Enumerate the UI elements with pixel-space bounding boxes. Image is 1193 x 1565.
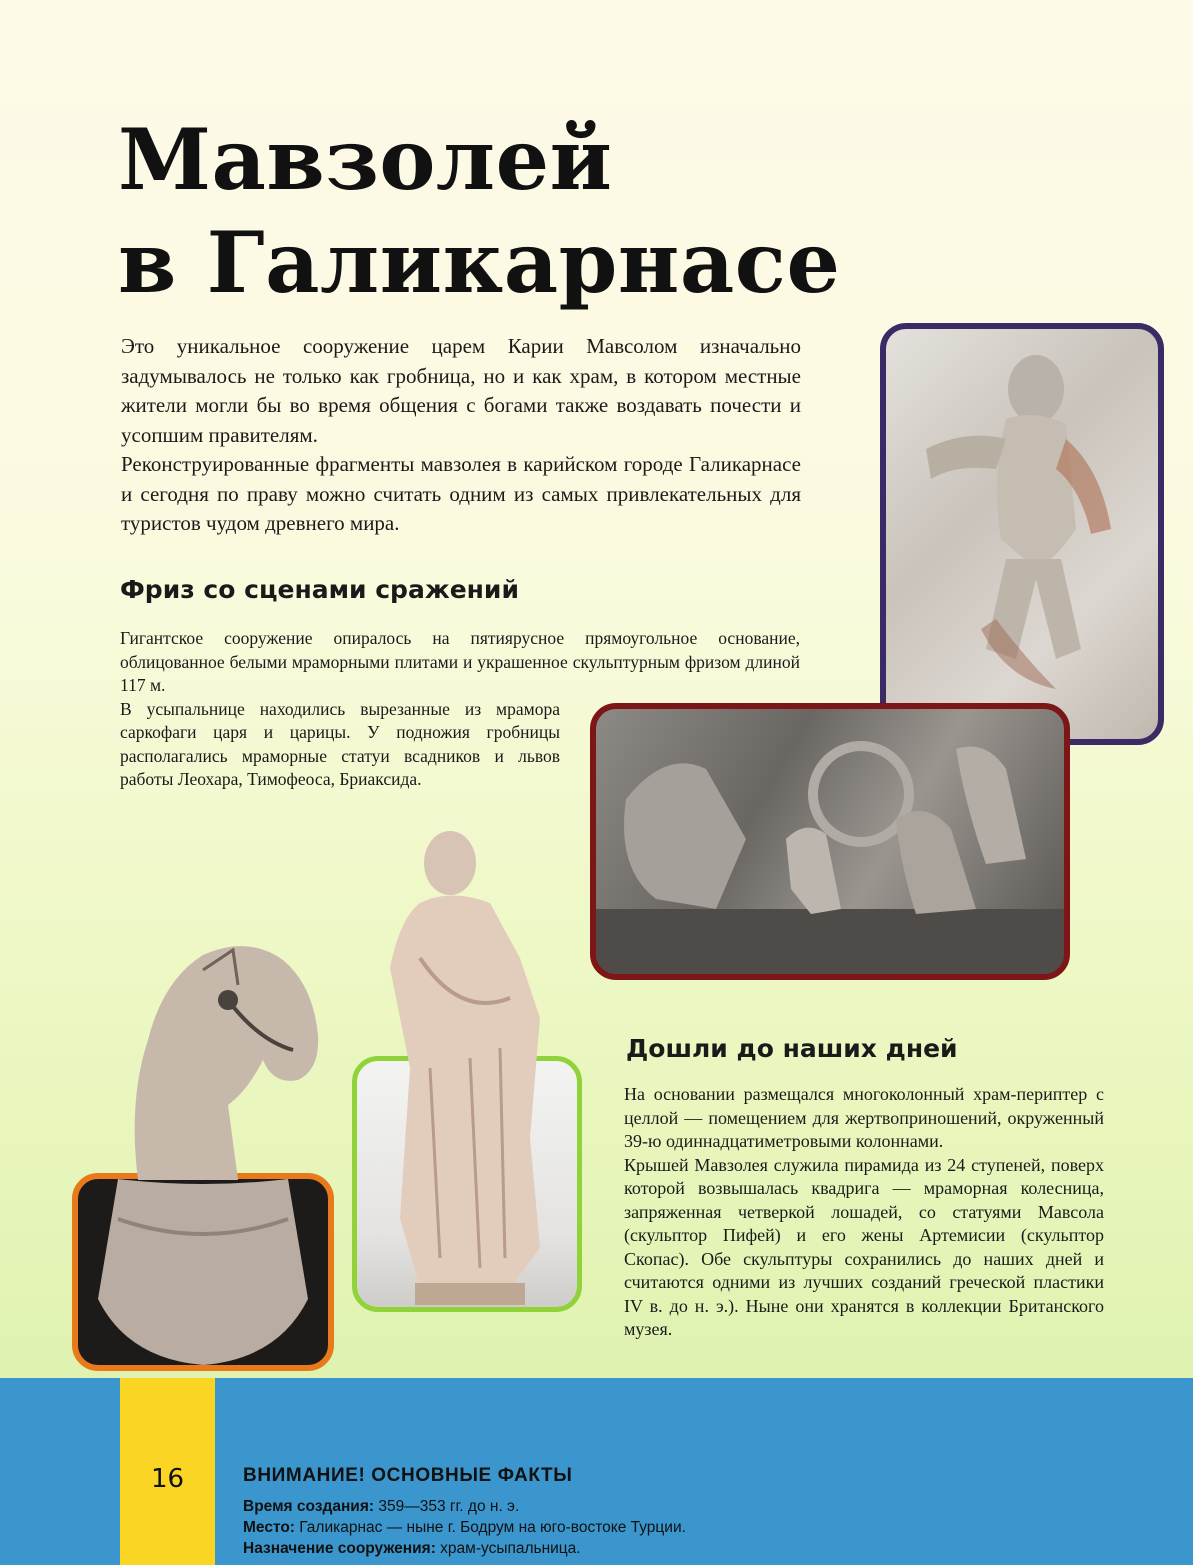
fact-item [243, 1496, 686, 1517]
intro-paragraph-2: Реконструированные фрагменты мавзолея в карийском городе Галикарнасе и сегодня по праву можно считать одним из самых привлекательных для туристов чудом древнего мира. [121, 452, 801, 535]
title-line-1: Мавзолей [118, 110, 613, 209]
dni-text [624, 1083, 1104, 1342]
intro-paragraph-1: Это уникальное сооружение царем Карии Мавсолом изначально задумывалось не только как гробница, но и как храм, в котором местные жители могли бы во время общения с богами также воздавать почести и усопшим правителям. [121, 334, 801, 447]
fact-value: Галикарнас — ныне г. Бодрум на юго-востоке Турции. [294, 1519, 686, 1536]
fact-label: Назначение сооружения: [243, 1540, 436, 1557]
horse-head-sculpture [108, 930, 320, 1180]
friz-paragraph-1: Гигантское сооружение опиралось на пятиярусное прямоугольное основание, облицованное белыми мраморными плитами и украшенное скульптурным фризом длиной 117 м. [120, 628, 800, 695]
fact-value: храм-усыпальница. [435, 1540, 581, 1557]
fact-label: Время создания: [243, 1498, 375, 1515]
horse-torso [78, 1179, 328, 1365]
frieze-battle-scene [596, 709, 1064, 974]
fact-value: 359—353 гг. до н. э. [374, 1498, 520, 1515]
relief-warrior-photo [880, 323, 1164, 745]
page-title [118, 108, 840, 315]
fact-label: Место: [243, 1519, 295, 1536]
dni-paragraph-2: Крышей Мавзолея служила пирамида из 24 ступеней, поверх которой возвышалась квадрига — мраморная колесница, запряженная четверкой лошадей, со статуями Мавсола (скульптор Пифей) и его жены Артемисии (скульптор Скопас). Обе скульптуры сохранились до наших дней и считаются одними из лучших созданий греческой пластики IV в. до н. э.). Ныне они хранятся в коллекции Британского музея. [624, 1154, 1104, 1339]
intro-text [121, 332, 801, 539]
friz-paragraph-2: В усыпальнице находились вырезанные из мрамора саркофаги царя и царицы. У подножия гробницы располагались мраморные статуи всадников и львов работы Леохара, Тимофеоса, Бриаксида. [120, 698, 560, 789]
facts-list [243, 1496, 686, 1559]
section-heading-dni: Дошли до наших дней [626, 1034, 958, 1063]
dni-paragraph-1: На основании размещался многоколонный храм-периптер с целлой — помещением для жертвоприношений, окруженный 39-ю одиннадцатиметровыми колоннами. [624, 1084, 1104, 1151]
frieze-battle-photo [590, 703, 1070, 980]
fact-item [243, 1538, 686, 1559]
page-number: 16 [150, 1464, 185, 1494]
title-line-2: в Галикарнасе [118, 213, 841, 313]
horse-statue-photo [72, 1173, 334, 1371]
relief-warrior-figure [886, 329, 1158, 739]
section-heading-friz: Фриз со сценами сражений [120, 575, 519, 604]
fact-item [243, 1517, 686, 1538]
mausolus-statue [380, 818, 560, 1308]
facts-title: ВНИМАНИЕ! ОСНОВНЫЕ ФАКТЫ [243, 1465, 573, 1486]
